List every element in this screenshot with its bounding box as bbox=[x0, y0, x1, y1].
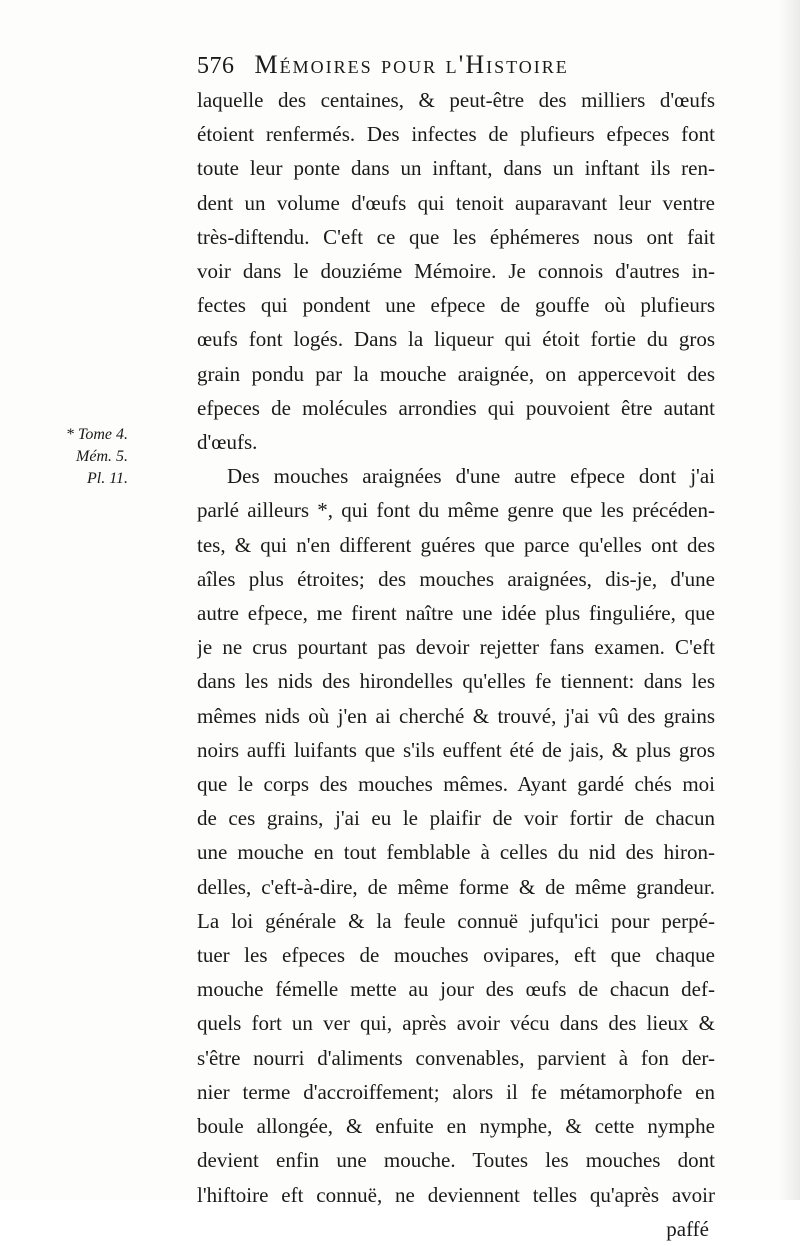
margin-note-line: Pl. 11. bbox=[86, 470, 128, 487]
text-line: tes, & qui n'en different guéres que parce qu'elles ont des bbox=[197, 532, 715, 557]
margin-note-line: * Tome 4. bbox=[65, 426, 128, 443]
margin-note-line: Mém. 5. bbox=[76, 448, 128, 465]
text-line: dans les nids des hirondelles qu'elles fe tiennent: dans les bbox=[197, 669, 715, 694]
text-line: nier terme d'accroiffement; alors il fe métamorphofe en bbox=[197, 1079, 715, 1104]
text-line: une mouche en tout femblable à celles du nid des hiron- bbox=[197, 840, 715, 865]
text-line: parlé ailleurs *, qui font du même genre que les précéden- bbox=[197, 498, 715, 523]
text-line: noirs auffi luifants que s'ils euffent été de jais, & plus gros bbox=[197, 737, 715, 762]
text-line: La loi générale & la feule connuë jufqu'ici pour perpé- bbox=[197, 908, 715, 933]
text-line: laquelle des centaines, & peut-être des milliers d'œufs bbox=[197, 88, 715, 112]
text-line: boule allongée, & enfuite en nymphe, & cette nymphe bbox=[197, 1114, 715, 1139]
body-text bbox=[197, 83, 715, 1246]
text-line: l'hiftoire eft connuë, ne deviennent telles qu'après avoir bbox=[197, 1182, 715, 1207]
running-head-title: Mémoires pour l'Histoire bbox=[254, 50, 569, 79]
margin-note bbox=[58, 424, 128, 490]
text-line: aîles plus étroites; des mouches araignées, dis-je, d'une bbox=[197, 566, 715, 591]
text-line: très-diftendu. C'eft ce que les éphémeres nous ont fait bbox=[197, 224, 715, 249]
page-edge-shadow bbox=[778, 0, 800, 1200]
page-number: 576 bbox=[197, 53, 235, 79]
text-line: voir dans le douziéme Mémoire. Je connois d'autres in- bbox=[197, 259, 715, 284]
text-line: œufs font logés. Dans la liqueur qui étoit fortie du gros bbox=[197, 327, 715, 352]
catchword: paffé bbox=[666, 1216, 709, 1241]
text-line: tuer les efpeces de mouches ovipares, eft que chaque bbox=[197, 943, 715, 968]
text-line: mêmes nids où j'en ai cherché & trouvé, j'ai vû des grains bbox=[197, 703, 715, 728]
text-line: grain pondu par la mouche araignée, on appercevoit des bbox=[197, 361, 715, 386]
text-line: devient enfin une mouche. Toutes les mouches dont bbox=[197, 1148, 715, 1173]
paragraph-end-line: d'œufs. bbox=[197, 430, 258, 455]
running-head bbox=[197, 50, 717, 80]
text-line: que le corps des mouches mêmes. Ayant gardé chés moi bbox=[197, 772, 715, 797]
text-line: de ces grains, j'ai eu le plaifir de voir fortir de chacun bbox=[197, 806, 715, 831]
paragraph-start-line: Des mouches araignées d'une autre efpece dont j'ai bbox=[227, 464, 715, 489]
text-line: mouche fémelle mette au jour des œufs de chacun def- bbox=[197, 977, 715, 1002]
text-line: quels fort un ver qui, après avoir vécu dans des lieux & bbox=[197, 1011, 715, 1036]
text-line: s'être nourri d'aliments convenables, parvient à fon der- bbox=[197, 1045, 715, 1070]
text-line: delles, c'eft-à-dire, de même forme & de même grandeur. bbox=[197, 874, 715, 899]
text-line: étoient renfermés. Des infectes de plufieurs efpeces font bbox=[197, 122, 715, 147]
text-line: je ne crus pourtant pas devoir rejetter fans examen. C'eft bbox=[197, 635, 715, 660]
text-line: fectes qui pondent une efpece de gouffe où plufieurs bbox=[197, 293, 715, 318]
text-line: dent un volume d'œufs qui tenoit auparavant leur ventre bbox=[197, 190, 715, 215]
text-line: toute leur ponte dans un inftant, dans un inftant ils ren- bbox=[197, 156, 715, 181]
text-line: efpeces de molécules arrondies qui pouvoient être autant bbox=[197, 395, 715, 420]
text-line: autre efpece, me firent naître une idée plus finguliére, que bbox=[197, 601, 715, 626]
